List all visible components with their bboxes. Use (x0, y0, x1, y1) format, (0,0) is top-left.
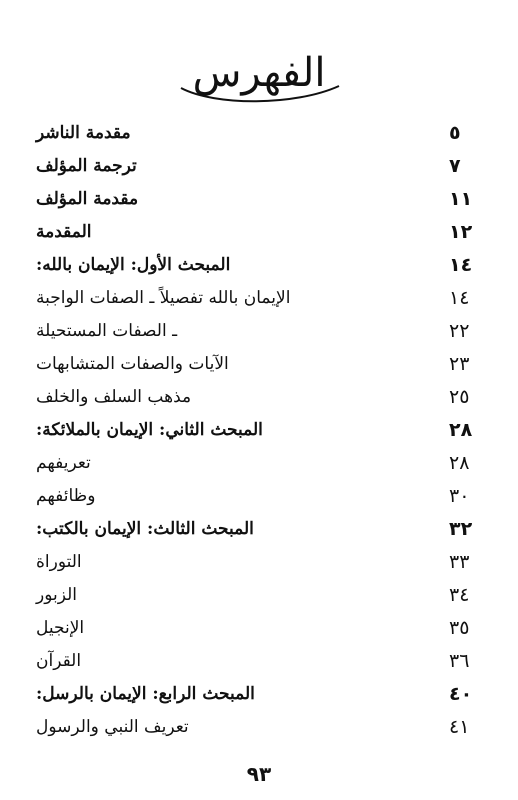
toc-entry (36, 316, 479, 346)
dot-leader (121, 448, 441, 478)
toc-entry-title: الآيات والصفات المتشابهات (36, 354, 229, 374)
toc-entry (36, 151, 479, 181)
toc-entry-page: ٣٦ (449, 650, 470, 672)
toc-entry-page: ٣٠ (449, 485, 470, 507)
toc-entry-title: الإيمان بالله تفصيلاً ـ الصفات الواجبة (36, 288, 291, 308)
toc-entry-page: ٣٢ (449, 518, 473, 540)
dot-leader (114, 613, 441, 643)
toc-entry-page: ٢٨ (449, 419, 473, 441)
toc-entry-page: ٢٢ (449, 320, 470, 342)
toc-entry-title: المبحث الرابع: الإيمان بالرسل: (36, 684, 255, 704)
toc-entry-title: وظائفهم (36, 486, 96, 506)
toc-entry (36, 382, 479, 412)
toc-entry-page: ٤٠ (449, 683, 473, 705)
toc-entry-page: ٣٥ (449, 617, 470, 639)
toc-entry-page: ١٤ (449, 287, 470, 309)
toc-entry-page: ٥ (449, 122, 461, 144)
dot-leader (99, 217, 441, 247)
page-number: ٩٣ (246, 762, 272, 786)
dot-leader (107, 580, 441, 610)
toc-entry (36, 712, 479, 742)
toc-entry (36, 646, 479, 676)
title-flourish (175, 80, 345, 108)
toc-entry-title: التوراة (36, 552, 82, 572)
toc-entry-title: المبحث الأول: الإيمان بالله: (36, 255, 231, 275)
dot-leader (146, 184, 441, 214)
toc-entry-title: تعريفهم (36, 453, 91, 473)
toc-entry (36, 283, 479, 313)
toc-entry (36, 448, 479, 478)
toc-entry-page: ٧ (449, 155, 461, 177)
toc-entry-title: مذهب السلف والخلف (36, 387, 192, 407)
dot-leader (262, 514, 441, 544)
toc-entry-title: الزبور (36, 585, 78, 605)
toc-entry (36, 481, 479, 511)
toc-entry-page: ٢٣ (449, 353, 470, 375)
toc-entry (36, 547, 479, 577)
dot-leader (125, 481, 441, 511)
toc-entry-title: المبحث الثاني: الإيمان بالملائكة: (36, 420, 263, 440)
toc-entry-page: ٢٥ (449, 386, 470, 408)
toc-entry (36, 184, 479, 214)
toc-entry (36, 514, 479, 544)
toc-entry-title: تعريف النبي والرسول (36, 717, 189, 737)
toc-entry-title: الإنجيل (36, 618, 85, 638)
dot-leader (221, 382, 441, 412)
toc-entry-title: المبحث الثالث: الإيمان بالكتب: (36, 519, 254, 539)
toc-entry (36, 118, 479, 148)
toc-entry (36, 250, 479, 280)
toc-entry (36, 415, 479, 445)
toc-entry (36, 217, 479, 247)
toc-entry-page: ١٢ (449, 221, 473, 243)
dot-leader (112, 547, 441, 577)
toc-entry-title: مقدمة المؤلف (36, 189, 139, 209)
toc-entry (36, 349, 479, 379)
toc-entry-page: ٣٤ (449, 584, 470, 606)
table-of-contents (0, 118, 518, 738)
dot-leader (219, 712, 441, 742)
toc-entry-title: القرآن (36, 651, 82, 671)
toc-entry-page: ١١ (449, 188, 473, 210)
toc-entry (36, 679, 479, 709)
toc-entry-title: مقدمة الناشر (36, 123, 131, 143)
dot-leader (145, 151, 441, 181)
toc-entry-page: ٢٨ (449, 452, 470, 474)
dot-leader (259, 349, 441, 379)
dot-leader (320, 283, 441, 313)
toc-entry (36, 580, 479, 610)
dot-leader (263, 679, 441, 709)
dot-leader (139, 118, 441, 148)
dot-leader (238, 250, 441, 280)
toc-entry-title: المقدمة (36, 222, 92, 242)
toc-entry-page: ٣٣ (449, 551, 470, 573)
dot-leader (271, 415, 441, 445)
toc-entry-page: ١٤ (449, 254, 473, 276)
toc-entry-title: ـ الصفات المستحيلة (36, 321, 178, 341)
dot-leader (111, 646, 441, 676)
toc-entry-title: ترجمة المؤلف (36, 156, 137, 176)
dot-leader (233, 316, 441, 346)
toc-entry-page: ٤١ (449, 716, 470, 738)
page-title: الفهرس (192, 50, 326, 96)
toc-entry (36, 613, 479, 643)
